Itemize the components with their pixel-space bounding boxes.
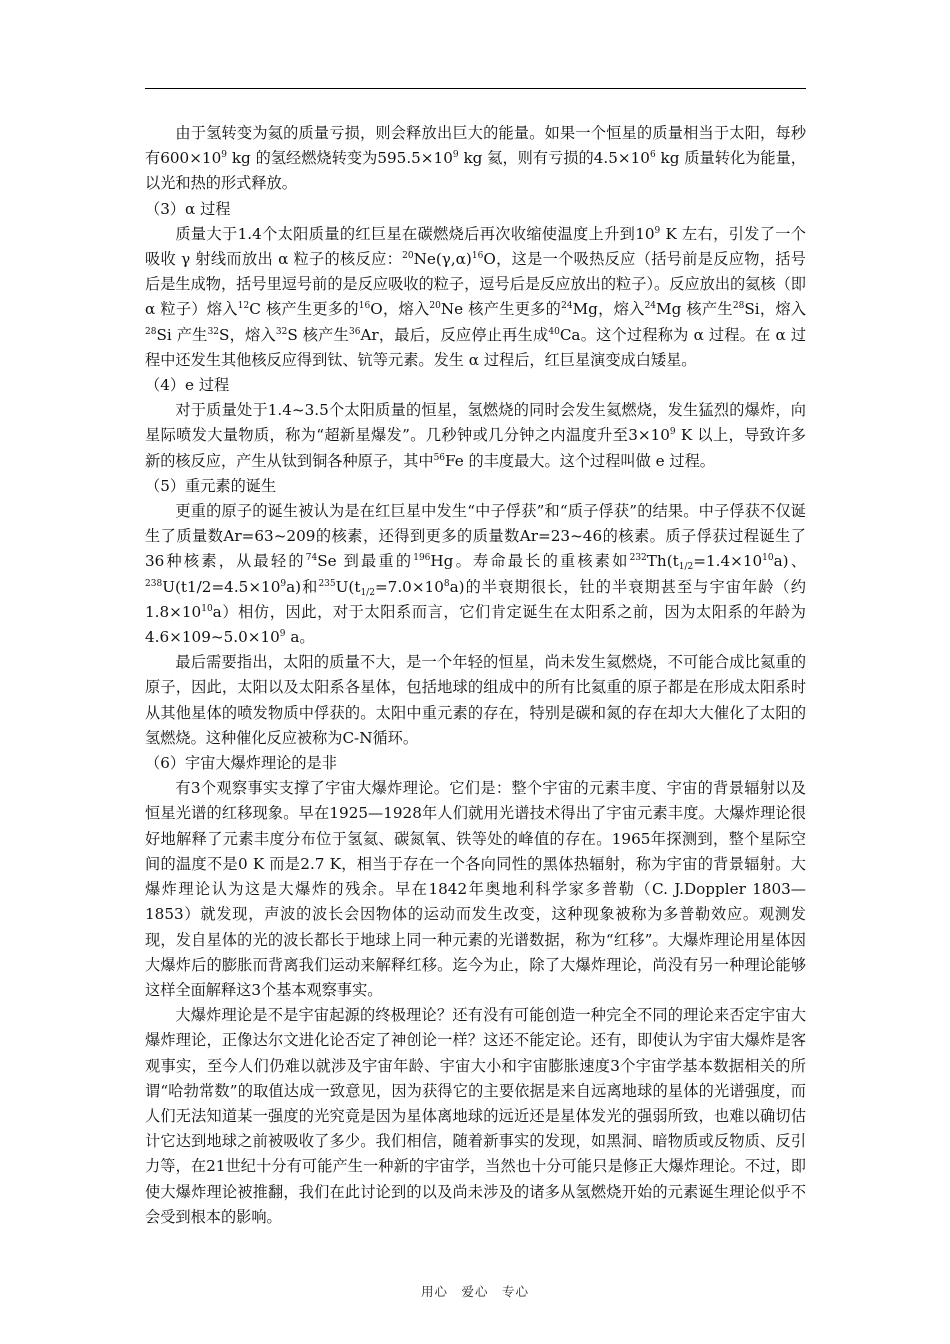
paragraph-mass-loss: 由于氢转变为氦的质量亏损，则会释放出巨大的能量。如果一个恒星的质量相当于太阳，每秒有$600\times 10^9$ kg 的氢经燃烧转变为$595.5\times 10^9$ kg 氦，则有亏损的$4.5\times 10^6$ kg 质量转化为能量，以光和热的形式释放。 <box>145 124 806 193</box>
heading-big-bang: （6）宇宙大爆炸理论的是非 <box>145 754 337 773</box>
heading-alpha-process: （3）α 过程 <box>145 199 231 218</box>
heading-e-process: （4）e 过程 <box>145 376 230 395</box>
paragraph-big-bang-evidence: 有3个观察事实支撑了宇宙大爆炸理论。它们是：整个宇宙的元素丰度、宇宙的背景辐射以及恒星光谱的红移现象。早在1925—1928年人们就用光谱技术得出了宇宙元素丰度。大爆炸理论很好地解释了元素丰度分布位于氢氦、碳氮氧、铁等处的峰值的存在。1965年探测到，整个星际空间的温度不是0 K 而是2.7 K，相当于存在一个各向同性的黑体热辐射，称为宇宙的背景辐射。大爆炸理论认为这是大爆炸的残余。早在1842年奥地利科学家多普勒（C. J.Doppler 1803—1853）就发现，声波的波长会因物体的运动而发生改变，这种现象被称为多普勒效应。观测发现，发自星体的光的波长都长于地球上同一种元素的光谱数据，称为“红移”。大爆炸理论用星体因大爆炸后的膨胀而背离我们运动来解释红移。迄今为止，除了大爆炸理论，尚没有另一种理论能够这样全面解释这3个基本观察事实。 <box>145 779 806 999</box>
page-footer: 用心 爱心 专心 <box>420 1284 529 1299</box>
paragraph-heavy-elements: 更重的原子的诞生被认为是在红巨星中发生“中子俘获”和“质子俘获”的结果。中子俘获不仅诞生了质量数Ar=63~209的核素，还得到更多的质量数Ar=23~46的核素。质子俘获过程诞生了36种核素，从最轻的$^{74}$Se 到最重的$^{196}$Hg。寿命最长的重核素如$^{232}Th(t_{1/2}=1.4\times 10^{10}a)$、$^{238}U(t1/2=4.5\times 10^9a)$和$^{235}U(t_{1/2}=7.0\times 10^8a)$的半衰期很长，钍的半衰期甚至与宇宙年龄（约$1.8\times 10^{10}a$）相仿，因此，对于太阳系而言，它们肯定诞生在太阳系之前，因为太阳系的年龄为$4.6\times 109\sim 5.0\times 10^9$ a。 <box>145 502 807 647</box>
heading-heavy-elements: （5）重元素的诞生 <box>145 476 277 495</box>
document-body <box>145 121 806 1230</box>
paragraph-sun-composition: 最后需要指出，太阳的质量不大，是一个年轻的恒星，尚未发生氦燃烧，不可能合成比氦重的原子，因此，太阳以及太阳系各星体，包括地球的组成中的所有比氦重的原子都是在形成太阳系时从其他星体的喷发物质中俘获的。太阳中重元素的存在，特别是碳和氮的存在却大大催化了太阳的氢燃烧。这种催化反应被称为C-N循环。 <box>145 653 806 747</box>
paragraph-e-process: 对于质量处于1.4~3.5个太阳质量的恒星，氢燃烧的同时会发生氦燃烧，发生猛烈的爆炸，向星际喷发大量物质，称为“超新星爆发”。几秒钟或几分钟之内温度升至$3\times 10^9$ K 以上，导致许多新的核反应，产生从钛到铜各种原子，其中$^{56}$Fe 的丰度最大。这个过程叫做 e 过程。 <box>145 401 806 470</box>
header-rule <box>145 88 806 89</box>
paragraph-big-bang-future: 大爆炸理论是不是宇宙起源的终极理论？还有没有可能创造一种完全不同的理论来否定宇宙大爆炸理论，正像达尔文进化论否定了神创论一样？这还不能定论。还有，即使认为宇宙大爆炸是客观事实，至今人们仍难以就涉及宇宙年龄、宇宙大小和宇宙膨胀速度3个宇宙学基本数据相关的所谓“哈勃常数”的取值达成一致意见，因为获得它的主要依据是来自远离地球的星体的光谱强度，而人们无法知道某一强度的光究竟是因为星体离地球的远近还是星体发光的强弱所致，也难以确切估计它达到地球之前被吸收了多少。我们相信，随着新事实的发现，如黑洞、暗物质或反物质、反引力等，在21世纪十分有可能产生一种新的宇宙学，当然也十分可能只是修正大爆炸理论。不过，即使大爆炸理论被推翻，我们在此讨论到的以及尚未涉及的诸多从氢燃烧开始的元素诞生理论似乎不会受到根本的影响。 <box>145 1006 806 1226</box>
paragraph-alpha-process: 质量大于1.4个太阳质量的红巨星在碳燃烧后再次收缩使温度上升到$10^9$ K 左右，引发了一个吸收 γ 射线而放出 α 粒子的核反应：$^{20}Ne(\gamma,\alpha)^{16}O$，这是一个吸热反应（括号前是反应物，括号后是生成物，括号里逗号前的是反应吸收的粒子，逗号后是反应放出的粒子）。反应放出的氦核（即 α 粒子）熔入$^{12}$C 核产生更多的$^{16}$O，熔入$^{20}$Ne 核产生更多的$^{24}$Mg，熔入$^{24}$Mg 核产生$^{28}$Si，熔入$^{28}$Si 产生$^{32}$S，熔入$^{32}$S 核产生$^{36}$Ar，最后，反应停止再生成$^{40}$Ca。这个过程称为 α 过程。在 α 过程中还发生其他核反应得到钛、钪等元素。发生 α 过程后，红巨星演变成白矮星。 <box>145 224 807 369</box>
